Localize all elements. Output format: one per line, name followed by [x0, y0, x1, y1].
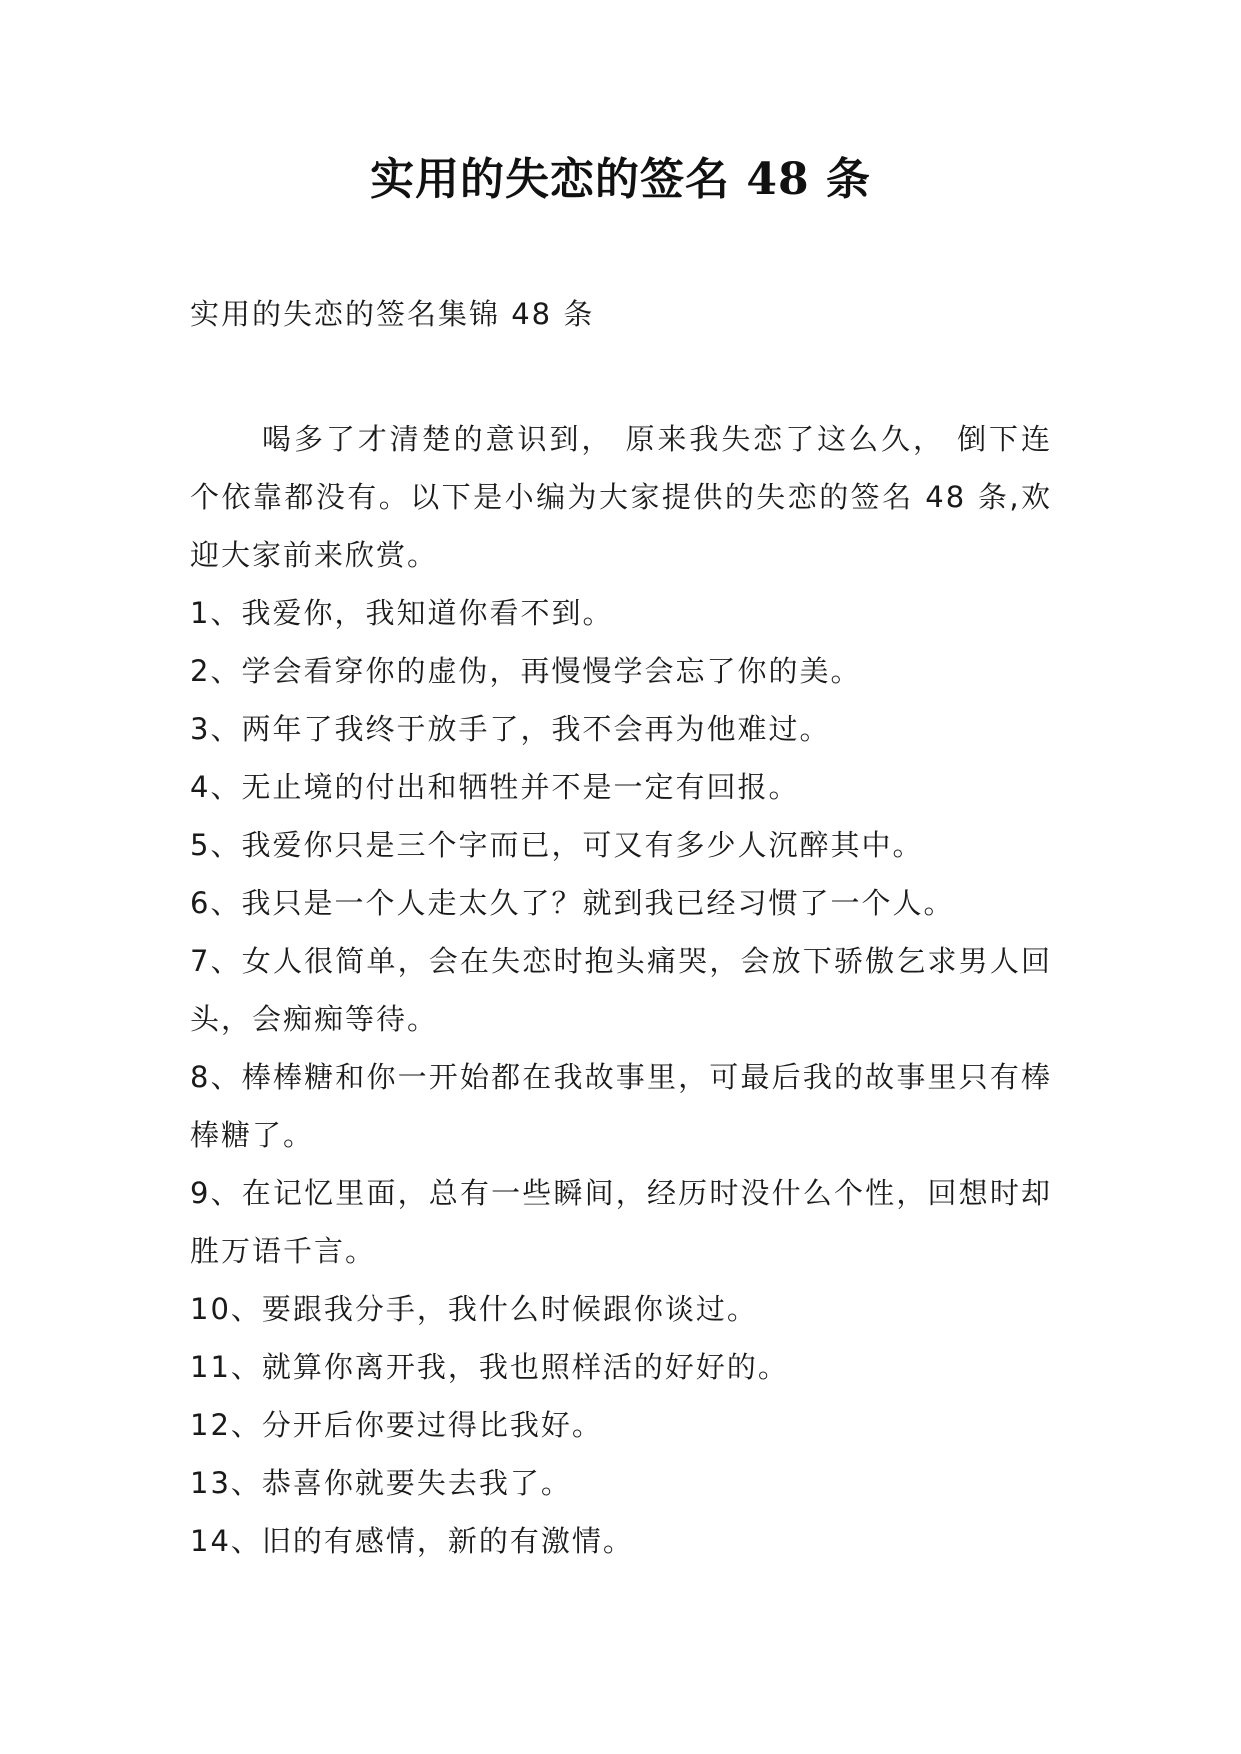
list-item: 7、女人很简单，会在失恋时抱头痛哭，会放下骄傲乞求男人回头，会痴痴等待。 [190, 944, 1052, 1036]
list-item: 14、旧的有感情，新的有激情。 [190, 1524, 634, 1558]
list-item: 8、棒棒糖和你一开始都在我故事里，可最后我的故事里只有棒棒糖了。 [190, 1060, 1052, 1152]
document-body [190, 410, 1052, 1570]
list-item: 6、我只是一个人走太久了？就到我已经习惯了一个人。 [190, 886, 955, 920]
document-title: 实用的失恋的签名 48 条 [370, 154, 871, 205]
list-item: 4、无止境的付出和牺牲并不是一定有回报。 [190, 770, 800, 804]
list-item: 3、两年了我终于放手了，我不会再为他难过。 [190, 712, 831, 746]
list-item: 10、要跟我分手，我什么时候跟你谈过。 [190, 1292, 758, 1326]
list-item: 12、分开后你要过得比我好。 [190, 1408, 603, 1442]
list-item: 11、就算你离开我，我也照样活的好好的。 [190, 1350, 789, 1384]
document-subtitle: 实用的失恋的签名集锦 48 条 [190, 297, 595, 331]
list-item: 5、我爱你只是三个字而已，可又有多少人沉醉其中。 [190, 828, 924, 862]
intro-paragraph: 喝多了才清楚的意识到， 原来我失恋了这么久， 倒下连个依靠都没有。以下是小编为大家提供的失恋的签名 48 条,欢迎大家前来欣赏。 [190, 422, 1052, 572]
list-item: 2、学会看穿你的虚伪，再慢慢学会忘了你的美。 [190, 654, 862, 688]
list-item: 1、我爱你，我知道你看不到。 [190, 596, 614, 630]
list-item: 13、恭喜你就要失去我了。 [190, 1466, 572, 1500]
list-item: 9、在记忆里面，总有一些瞬间，经历时没什么个性，回想时却胜万语千言。 [190, 1176, 1052, 1268]
